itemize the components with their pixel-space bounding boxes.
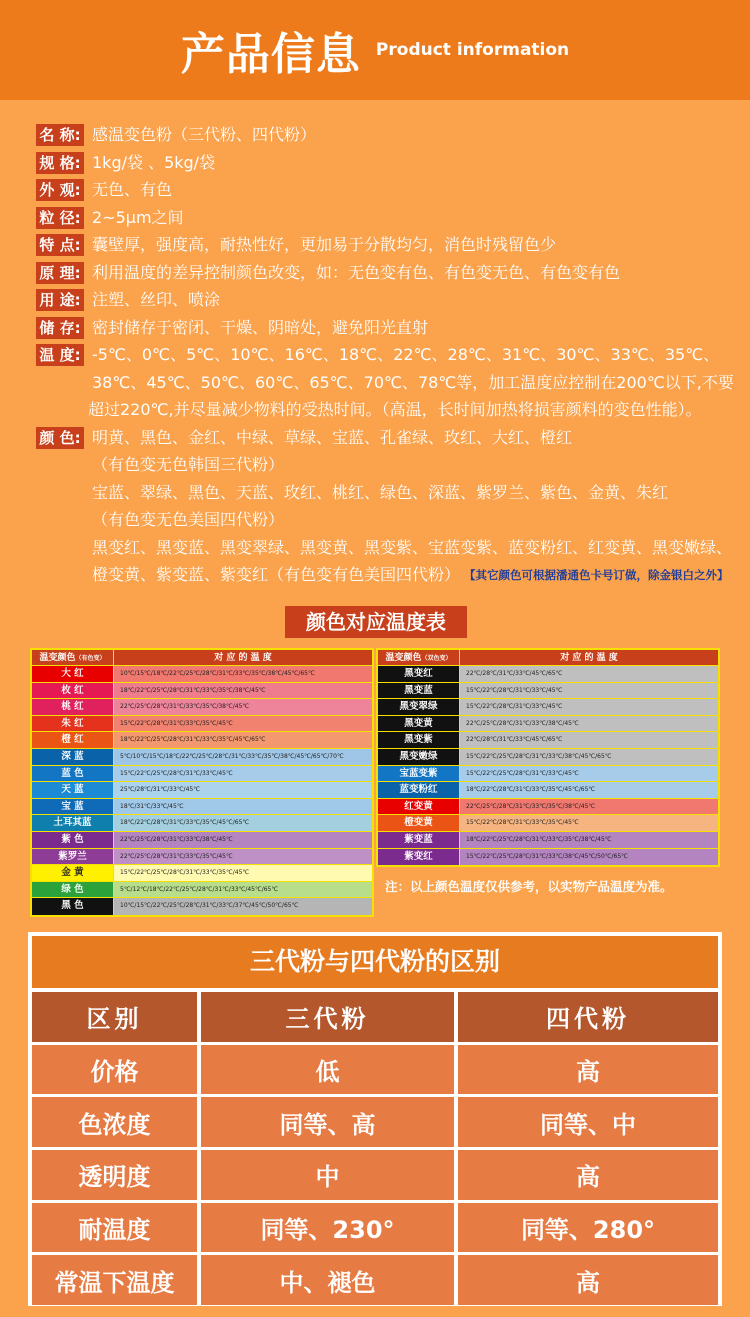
info-value: 超过220℃,并尽量减少物料的受热时间。（高温，长时间加热将损害颜料的变色性能）。 [88,400,702,419]
color-name-cell: 土耳其蓝 [32,815,114,831]
color-temp-cell: 10℃/15℃/22℃/25℃/28℃/31℃/33℃/37℃/45℃/50℃/65℃ [114,898,372,915]
info-row-temperature [36,342,736,370]
comparison-cell: 透明度 [32,1150,197,1200]
color-table-row [32,882,372,899]
color-name-cell: 紫变红 [378,849,460,866]
color-name-cell: 黑变黄 [378,716,460,732]
color-table-row [378,815,718,832]
color-temp-cell: 15℃/22℃/28℃/31℃/33℃/45℃ [460,683,718,699]
comparison-cell: 常温下温度 [32,1255,197,1305]
info-value: 注塑、丝印、喷涂 [92,290,221,309]
info-row-usage [36,287,736,315]
color-temp-cell: 22℃/25℃/28℃/31℃/33℃/35℃/38℃/45℃ [114,699,372,715]
color-table-row [378,799,718,816]
color-temp-cell: 18℃/31℃/33℃/45℃ [114,799,372,815]
color-name-cell: 紫 色 [32,832,114,848]
color-name-cell: 黑变翠绿 [378,699,460,715]
custom-color-note: 【其它颜色可根据潘通色卡号订做，除金银白之外】 [464,568,729,582]
color-table-row [32,832,372,849]
color-name-cell: 桃 红 [32,699,114,715]
info-label: 温 度: [36,344,84,366]
color-temp-cell: 15℃/22℃/25℃/28℃/31℃/33℃/35℃/45℃ [114,865,372,881]
color-table-row [378,732,718,749]
color-table-row [378,716,718,733]
color-name-cell: 黑变紫 [378,732,460,748]
color-temp-cell: 22℃/25℃/28℃/31℃/33℃/38℃/45℃ [460,716,718,732]
color-name-cell: 橙 红 [32,732,114,748]
color-temp-cell: 18℃/22℃/25℃/28℃/31℃/33℃/35℃/45℃/65℃ [114,732,372,748]
header-color-cell [32,650,114,665]
color-name-cell: 天 蓝 [32,782,114,798]
info-value: （有色变无色美国四代粉） [92,510,285,529]
color-temp-cell: 22℃/25℃/28℃/31℃/33℃/35℃/45℃ [114,849,372,865]
color-table-row [32,799,372,816]
color-table-row [32,782,372,799]
color-temp-cell: 18℃/22℃/28℃/31℃/33℃/35℃/45℃/65℃ [114,815,372,831]
comparison-row [32,1255,718,1305]
info-value: 2~5μm之间 [92,207,184,227]
color-temp-cell: 22℃/28℃/31℃/33℃/45℃/65℃ [460,732,718,748]
info-row-temperature-cont [36,370,736,398]
color-name-cell: 紫变蓝 [378,832,460,848]
color-temp-cell: 15℃/22℃/28℃/31℃/33℃/35℃/45℃ [460,815,718,831]
info-row-feature [36,232,736,260]
color-temp-cell: 22℃/25℃/28℃/31℃/33℃/38℃/45℃ [114,832,372,848]
info-value: 感温变色粉（三代粉、四代粉） [92,125,317,144]
comparison-header-cell: 区别 [32,992,197,1042]
color-temp-cell: 15℃/22℃/25℃/28℃/31℃/33℃/38℃/45℃/50℃/65℃ [460,849,718,866]
color-table-right [376,648,720,867]
color-table-row [32,666,372,683]
info-label: 储 存: [36,317,84,339]
color-table-row [32,898,372,915]
info-label: 粒 径: [36,207,84,229]
info-row-temperature-cont [36,397,736,425]
color-table-rows [378,666,718,865]
info-value: 无色、有色 [92,180,173,199]
info-value: 38℃、45℃、50℃、60℃、65℃、70℃、78℃等，加工温度应控制在200℃以下,不要 [92,372,734,392]
info-row-colors-cont [36,452,736,480]
color-name-cell: 紫罗兰 [32,849,114,865]
info-value: 明黄、黑色、金红、中绿、草绿、宝蓝、孔雀绿、玫红、大红、橙红 [92,427,573,447]
temperature-disclaimer: 注：以上颜色温度仅供参考，以实物产品温度为准。 [385,879,673,894]
color-name-cell: 大 红 [32,666,114,682]
color-table-header [32,650,372,666]
info-value: -5℃、0℃、5℃、10℃、16℃、18℃、22℃、28℃、31℃、30℃、33℃、35℃、 [92,345,720,364]
color-name-cell: 朱 红 [32,716,114,732]
info-row-principle [36,260,736,288]
color-name-cell: 蓝变粉红 [378,782,460,798]
color-name-cell: 蓝 色 [32,766,114,782]
info-value: 宝蓝、翠绿、黑色、天蓝、玫红、桃红、绿色、深蓝、紫罗兰、紫色、金黄、朱红 [92,482,669,502]
info-row-spec [36,150,736,178]
color-temp-cell: 22℃/28℃/31℃/33℃/45℃/65℃ [460,666,718,682]
color-name-cell: 黑变嫩绿 [378,749,460,765]
color-table-row [378,749,718,766]
header-color-cell [378,650,460,665]
comparison-row [32,1097,718,1147]
color-name-cell: 绿 色 [32,882,114,898]
color-temp-cell: 15℃/22℃/28℃/31℃/33℃/35℃/45℃ [114,716,372,732]
color-name-cell: 黑 色 [32,898,114,915]
info-label: 原 理: [36,262,84,284]
color-name-cell: 黑变红 [378,666,460,682]
info-row-name [36,122,736,150]
color-temp-cell: 15℃/22℃/25℃/28℃/31℃/33℃/45℃ [114,766,372,782]
comparison-cell: 高 [458,1045,718,1095]
info-row-storage [36,315,736,343]
color-table-title: 颜色对应温度表 [285,606,467,638]
comparison-cell: 高 [458,1150,718,1200]
color-temp-cell: 15℃/22℃/25℃/28℃/31℃/33℃/38℃/45℃/65℃ [460,749,718,765]
comparison-cell: 同等、中 [458,1097,718,1147]
color-name-cell: 橙变黄 [378,815,460,831]
comparison-cell: 同等、280° [458,1203,718,1253]
color-temp-cell: 25℃/28℃/31℃/33℃/45℃ [114,782,372,798]
info-value: 利用温度的差异控制颜色改变，如：无色变有色、有色变无色、有色变有色 [92,262,621,282]
header-color-sub: （有色变） [75,655,106,662]
header-color-sub: （双色变） [421,655,452,662]
info-label: 名 称: [36,124,84,146]
color-table-row [378,699,718,716]
comparison-cell: 同等、高 [201,1097,454,1147]
color-name-cell: 黑变蓝 [378,683,460,699]
info-label: 外 观: [36,179,84,201]
color-name-cell: 红变黄 [378,799,460,815]
comparison-cell: 价格 [32,1045,197,1095]
info-row-colors-cont [36,480,736,508]
color-name-cell: 枚 红 [32,683,114,699]
color-temp-cell: 18℃/22℃/25℃/28℃/31℃/33℃/35℃/38℃/45℃ [114,683,372,699]
info-value: 黑变红、黑变蓝、黑变翠绿、黑变黄、黑变紫、宝蓝变紫、蓝变粉红、红变黄、黑变嫩绿、 [92,537,733,557]
color-table-row [32,849,372,866]
color-temp-cell: 5℃/10℃/15℃/18℃/22℃/25℃/28℃/31℃/33℃/35℃/38℃/45℃/65℃/70℃ [114,749,372,765]
color-name-cell: 深 蓝 [32,749,114,765]
color-temp-cell: 10℃/15℃/18℃/22℃/25℃/28℃/31℃/33℃/35℃/38℃/45℃/65℃ [114,666,372,682]
color-table-row [32,732,372,749]
color-table-left [30,648,374,917]
comparison-cell: 同等、230° [201,1203,454,1253]
color-table-rows [32,666,372,915]
info-value: （有色变无色韩国三代粉） [92,455,285,474]
color-table-row [378,782,718,799]
comparison-cell: 中 [201,1150,454,1200]
comparison-title: 三代粉与四代粉的区别 [32,936,718,988]
color-name-cell: 金 黄 [32,865,114,881]
page-title-en: Product information [375,40,570,60]
comparison-row [32,1150,718,1200]
color-table-row [378,683,718,700]
info-label: 颜 色: [36,427,84,449]
info-value: 1kg/袋 、5kg/袋 [92,152,216,172]
color-temp-cell: 22℃/25℃/28℃/31℃/33℃/35℃/38℃/45℃ [460,799,718,815]
info-label: 规 格: [36,152,84,174]
info-row-particle [36,205,736,233]
comparison-table [28,932,722,1306]
color-table-header [378,650,718,666]
color-temp-cell: 15℃/22℃/25℃/28℃/31℃/33℃/45℃ [460,766,718,782]
header-color-label: 温变颜色 [39,653,76,663]
color-table-row [378,766,718,783]
comparison-cell: 中、褪色 [201,1255,454,1305]
comparison-cell: 耐温度 [32,1203,197,1253]
header-temp-label: 对 应 的 温 度 [214,653,272,663]
color-temp-cell: 15℃/22℃/28℃/31℃/33℃/45℃ [460,699,718,715]
color-table-row [32,683,372,700]
header-temp-label: 对 应 的 温 度 [560,653,618,663]
color-table-row [32,766,372,783]
color-temp-cell: 18℃/22℃/25℃/28℃/31℃/33℃/35℃/38℃/45℃ [460,832,718,848]
comparison-header-cell: 四代粉 [458,992,718,1042]
color-name-cell: 宝蓝变紫 [378,766,460,782]
info-row-colors-cont [36,562,736,590]
product-info [36,122,736,590]
info-value: 橙变黄、紫变蓝、紫变红（有色变有色美国四代粉） [92,565,461,584]
comparison-cell: 色浓度 [32,1097,197,1147]
comparison-header-cell: 三代粉 [201,992,454,1042]
header-banner [0,0,750,100]
header-color-label: 温变颜色 [385,653,422,663]
color-table-row [32,716,372,733]
color-temp-cell: 18℃/22℃/28℃/31℃/33℃/35℃/45℃/65℃ [460,782,718,798]
color-table-row [32,865,372,882]
info-row-colors-cont [36,507,736,535]
color-table-row [32,749,372,766]
color-table-row [378,849,718,866]
info-row-colors-cont [36,535,736,563]
comparison-row [32,1045,718,1095]
color-table-row [32,815,372,832]
info-row-colors [36,425,736,453]
color-temp-cell: 5℃/12℃/18℃/22℃/25℃/28℃/31℃/33℃/45℃/65℃ [114,882,372,898]
comparison-cell: 高 [458,1255,718,1305]
info-label: 特 点: [36,234,84,256]
color-table-row [378,666,718,683]
comparison-cell: 低 [201,1045,454,1095]
comparison-row [32,1203,718,1253]
color-table-row [378,832,718,849]
info-row-appearance [36,177,736,205]
color-name-cell: 宝 蓝 [32,799,114,815]
page-title: 产品信息 [180,29,361,80]
color-table-row [32,699,372,716]
comparison-header-row [32,992,718,1042]
info-value: 囊壁厚，强度高，耐热性好，更加易于分散均匀，消色时残留色少 [92,235,557,254]
info-value: 密封储存于密闭、干燥、阴暗处，避免阳光直射 [92,317,429,337]
info-label: 用 途: [36,289,84,311]
